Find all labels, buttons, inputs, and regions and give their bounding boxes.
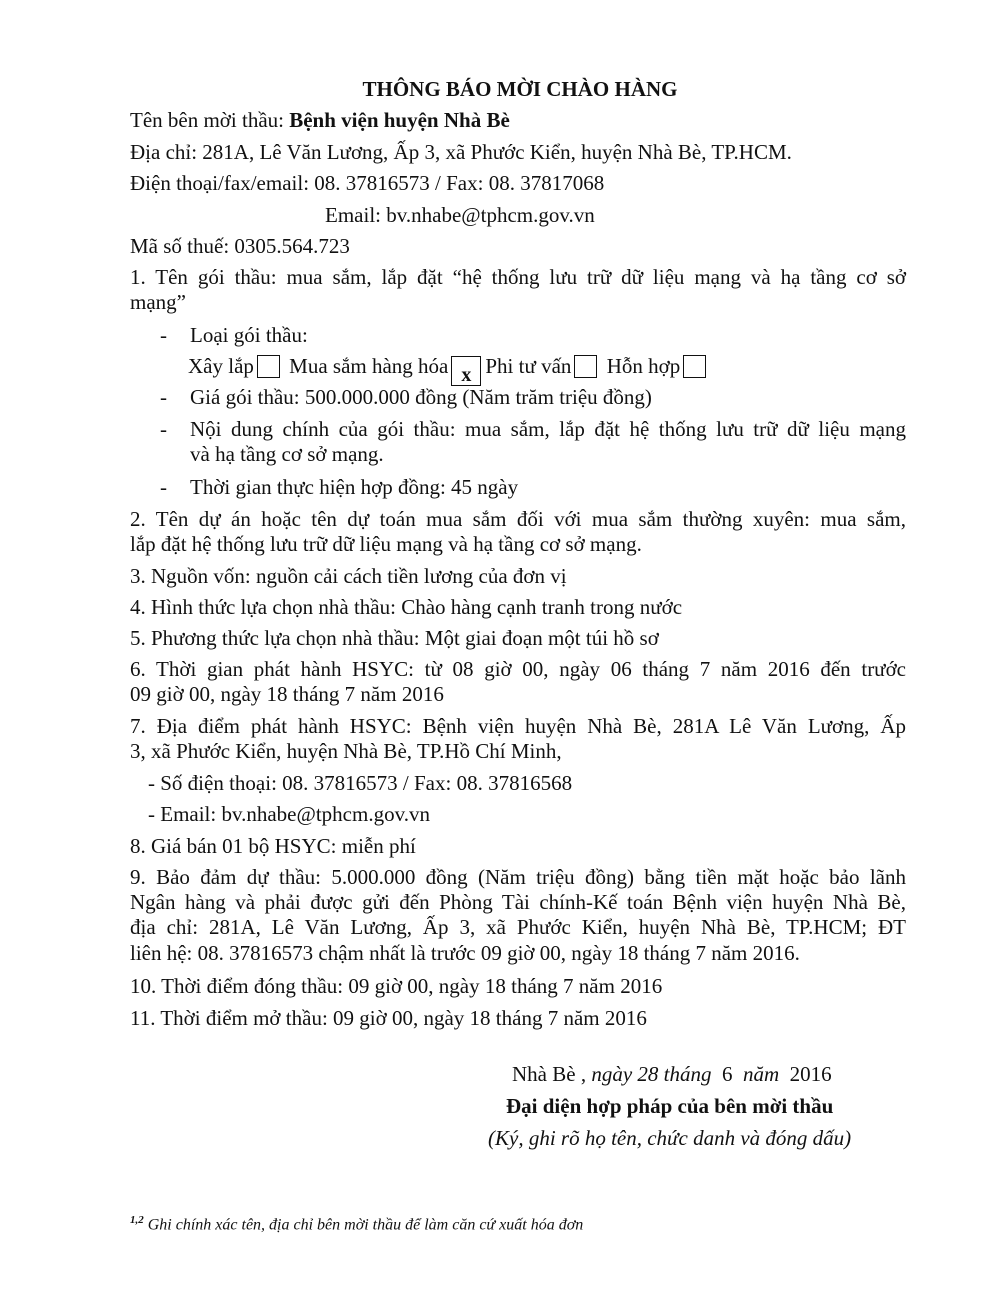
bullet-dash: - — [160, 385, 167, 409]
item-7-line-1: 7. Địa điểm phát hành HSYC: Bệnh viện huyện Nhà Bè, 281A Lê Văn Lương, Ấp — [130, 714, 906, 738]
item-2-line-2: lắp đặt hệ thống lưu trữ dữ liệu mạng và hạ tầng cơ sở mạng. — [130, 532, 642, 556]
document-title: THÔNG BÁO MỜI CHÀO HÀNG — [362, 77, 678, 101]
item-4: 4. Hình thức lựa chọn nhà thầu: Chào hàng cạnh tranh trong nước — [130, 595, 683, 619]
package-value: Giá gói thầu: 500.000.000 đồng (Năm trăm triệu đồng) — [190, 385, 652, 409]
bidder-name: Bệnh viện huyện Nhà Bè — [289, 108, 510, 132]
bidder-label: Tên bên mời thầu: — [130, 108, 290, 132]
item-9-line-1: 9. Bảo đảm dự thầu: 5.000.000 đồng (Năm triệu đồng) bằng tiền mặt hoặc bảo lãnh — [130, 865, 906, 889]
main-content-line-2: và hạ tầng cơ sở mạng. — [190, 442, 384, 466]
option-goods-label: Mua sắm hàng hóa — [289, 354, 449, 378]
item-10: 10. Thời điểm đóng thầu: 09 giờ 00, ngày 18 tháng 7 năm 2016 — [130, 974, 663, 998]
bullet-dash: - — [160, 417, 167, 441]
item-9-line-4: liên hệ: 08. 37816573 chậm nhất là trước 09 giờ 00, ngày 18 tháng 7 năm 2016. — [130, 941, 800, 965]
item-2-line-1: 2. Tên dự án hoặc tên dự toán mua sắm đối với mua sắm thường xuyên: mua sắm, — [130, 507, 906, 531]
goods-checkbox[interactable]: x — [451, 356, 481, 386]
bidder-line — [130, 107, 510, 133]
item-9-line-2: Ngân hàng và phải được gửi đến Phòng Tài chính-Kế toán Bệnh viện huyện Nhà Bè, — [130, 890, 906, 914]
phone-fax-line: Điện thoại/fax/email: 08. 37816573 / Fax: 08. 37817068 — [130, 171, 605, 195]
mixed-checkbox[interactable] — [683, 355, 706, 378]
signature-note: (Ký, ghi rõ họ tên, chức danh và đóng dấu) — [488, 1126, 852, 1150]
contract-time: Thời gian thực hiện hợp đồng: 45 ngày — [190, 475, 519, 499]
date-nam: năm — [742, 1062, 780, 1086]
bullet-dash: - — [160, 475, 167, 499]
item-9-line-3: địa chỉ: 281A, Lê Văn Lương, Ấp 3, xã Phước Kiển, huyện Nhà Bè, TP.HCM; ĐT — [130, 915, 906, 939]
main-content-line-1: Nội dung chính của gói thầu: mua sắm, lắp đặt hệ thống lưu trữ dữ liệu mạng — [190, 417, 906, 441]
address-line: Địa chỉ: 281A, Lê Văn Lương, Ấp 3, xã Phước Kiển, huyện Nhà Bè, TP.HCM. — [130, 140, 792, 164]
item-7-phone: - Số điện thoại: 08. 37816573 / Fax: 08. 37816568 — [148, 771, 573, 795]
package-type-options — [188, 353, 710, 386]
item-7-email: - Email: bv.nhabe@tphcm.gov.vn — [148, 802, 430, 826]
item-11: 11. Thời điểm mở thầu: 09 giờ 00, ngày 18 tháng 7 năm 2016 — [130, 1006, 647, 1030]
item-3: 3. Nguồn vốn: nguồn cải cách tiền lương của đơn vị — [130, 564, 567, 588]
item-1-line-1: 1. Tên gói thầu: mua sắm, lắp đặt “hệ thống lưu trữ dữ liệu mạng và hạ tầng cơ sở — [130, 265, 906, 289]
date-year: 2016 — [779, 1062, 832, 1086]
footnote-mark: 1,2 — [130, 1214, 144, 1226]
item-6-line-1: 6. Thời gian phát hành HSYC: từ 08 giờ 00, ngày 06 tháng 7 năm 2016 đến trước — [130, 657, 906, 681]
tax-code-line: Mã số thuế: 0305.564.723 — [130, 234, 350, 258]
bullet-dash: - — [160, 323, 167, 347]
construction-checkbox[interactable] — [257, 355, 280, 378]
package-type-label: Loại gói thầu: — [190, 323, 308, 347]
non-consulting-checkbox[interactable] — [574, 355, 597, 378]
signatory-title: Đại diện hợp pháp của bên mời thầu — [506, 1094, 834, 1118]
date-ngay: ngày 28 tháng — [591, 1062, 712, 1086]
place: Nhà Bè , — [512, 1062, 592, 1086]
footnote — [130, 1207, 583, 1238]
place-date-line — [512, 1061, 832, 1087]
date-month: 6 — [711, 1062, 743, 1086]
option-non-consulting-label: Phi tư vấn — [485, 354, 572, 378]
item-5: 5. Phương thức lựa chọn nhà thầu: Một giai đoạn một túi hồ sơ — [130, 626, 659, 650]
option-construction-label: Xây lắp — [188, 354, 254, 378]
item-8: 8. Giá bán 01 bộ HSYC: miễn phí — [130, 834, 416, 858]
item-6-line-2: 09 giờ 00, ngày 18 tháng 7 năm 2016 — [130, 682, 444, 706]
item-1-line-2: mạng” — [130, 290, 186, 314]
email-line: Email: bv.nhabe@tphcm.gov.vn — [325, 203, 595, 227]
item-7-line-2: 3, xã Phước Kiển, huyện Nhà Bè, TP.Hồ Chí Minh, — [130, 739, 562, 763]
footnote-text: Ghi chính xác tên, địa chỉ bên mời thầu để làm căn cứ xuất hóa đơn — [143, 1216, 584, 1234]
option-mixed-label: Hỗn hợp — [606, 354, 681, 378]
